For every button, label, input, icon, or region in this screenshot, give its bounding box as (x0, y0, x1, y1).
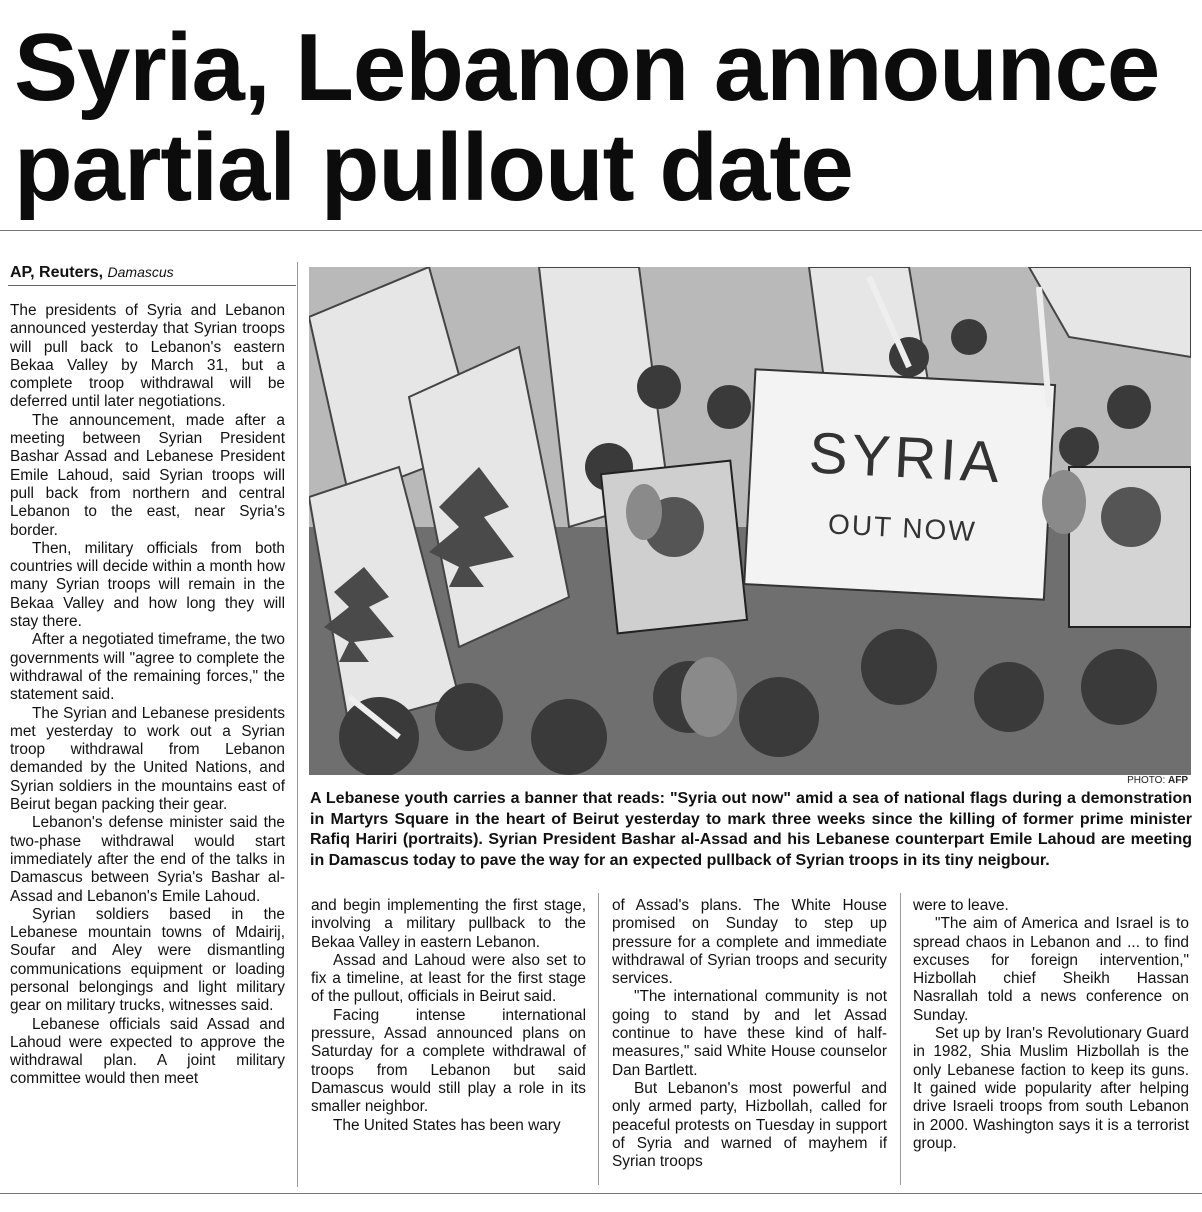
headline (14, 14, 1194, 221)
byline-rule (8, 285, 296, 286)
column-divider (598, 893, 599, 1185)
headline-line-2: partial pullout date (14, 114, 853, 221)
paragraph: Assad and Lahoud were also set to fix a timeline, at least for the first stage of the pullout, officials in Beirut said. (311, 951, 586, 1006)
paragraph: The presidents of Syria and Lebanon announced yesterday that Syrian troops will pull back to Lebanon's eastern Bekaa Valley by March 31, but a complete troop withdrawal will be deferred until later negotiations. (10, 302, 285, 411)
byline (10, 264, 296, 282)
sign-text-line-1: SYRIA (807, 420, 1005, 496)
paragraph: Set up by Iran's Revolutionary Guard in 1982, Shia Muslim Hizbollah is the only Lebanese faction to keep its guns. It gained wide popularity after helping drive Israeli troops from south Lebanon in 2000. Washington says it is a terrorist group. (913, 1025, 1189, 1152)
column-divider (900, 893, 901, 1185)
paragraph: Then, military officials from both countries will decide within a month how many Syrian troops will remain in the Bekaa Valley and how long they will stay there. (10, 539, 285, 631)
paragraph: Facing intense international pressure, Assad announced plans on Saturday for a complete withdrawal of troops from Lebanon but said Damascus would still play a role in its smaller neighbor. (311, 1006, 586, 1116)
article-column-2 (311, 897, 586, 1135)
photo-credit-source: AFP (1168, 775, 1188, 786)
article-column-1 (10, 302, 285, 1089)
paragraph: "The international community is not going to stand by and let Assad continue to have these kind of half-measures," said White House counselor Dan Bartlett. (612, 988, 887, 1079)
bottom-rule (0, 1193, 1202, 1194)
paragraph: The Syrian and Lebanese presidents met yesterday to work out a Syrian troop withdrawal from Lebanon demanded by the United Nations, and Syrian soldiers in the mountains east of Beirut began packing their gear. (10, 704, 285, 814)
paragraph: of Assad's plans. The White House promised on Sunday to step up pressure for a complete and immediate withdrawal of Syrian troops and security services. (612, 897, 887, 988)
paragraph: But Lebanon's most powerful and only armed party, Hizbollah, called for peaceful protests on Tuesday in support of Syria and warned of mayhem if Syrian troops (612, 1079, 887, 1171)
paragraph: The United States has been wary (333, 1116, 561, 1134)
photo-credit-prefix: PHOTO: (1127, 775, 1166, 786)
protest-photo-art (309, 267, 1191, 775)
paragraph: After a negotiated timeframe, the two governments will "agree to complete the withdrawal of the remaining forces," the statement said. (10, 631, 285, 704)
article-column-4 (913, 897, 1189, 1153)
paragraph: Syrian soldiers based in the Lebanese mountain towns of Mdairij, Soufar and Aley were dismantling communications equipment or loading personal belongings and light military gear on military trucks, witnesses said. (10, 905, 285, 1015)
sign-text-line-2: OUT NOW (827, 508, 978, 548)
paragraph: The announcement, made after a meeting between Syrian President Bashar Assad and Lebanese President Emile Lahoud, said Syrian troops will pull back from northern and central Lebanon to the east, near Syria's border. (10, 411, 285, 539)
top-rule (0, 230, 1202, 231)
article-column-3 (612, 897, 887, 1171)
protest-sign (744, 369, 1055, 599)
paragraph: and begin implementing the first stage, involving a military pullback to the Bekaa Valley in eastern Lebanon. (311, 897, 586, 951)
photo-caption: A Lebanese youth carries a banner that reads: "Syria out now" amid a sea of national flags during a demonstration in Martyrs Square in the heart of Beirut yesterday to mark three weeks since the killing of former prime minister Rafiq Hariri (portraits). Syrian President Bashar al-Assad and his Lebanese counterpart Emile Lahoud are meeting in Damascus today to pave the way for an expected pullback of Syrian troops in its tiny neigbour. (310, 790, 1192, 869)
paragraph: "The aim of America and Israel is to spread chaos in Lebanon and ... to find excuses for foreign intervention," Hizbollah chief Sheikh Hassan Nasrallah told a news conference on Sunday. (913, 915, 1189, 1024)
column-divider (297, 262, 298, 1187)
paragraph: Lebanon's defense minister said the two-phase withdrawal would start immediately after the end of the talks in Damascus between Syria's Bashar al-Assad and Lebanon's Emile Lahoud. (10, 814, 285, 905)
paragraph: were to leave. (913, 897, 1009, 914)
protest-photo (309, 267, 1191, 775)
photo-credit (1000, 775, 1188, 786)
headline-line-1: Syria, Lebanon announce (14, 14, 1160, 121)
byline-dateline: Damascus (107, 264, 174, 280)
byline-agencies: AP, Reuters, (10, 264, 104, 281)
paragraph: Lebanese officials said Assad and Lahoud were expected to approve the withdrawal plan. A joint military committee would then meet (10, 1015, 285, 1088)
